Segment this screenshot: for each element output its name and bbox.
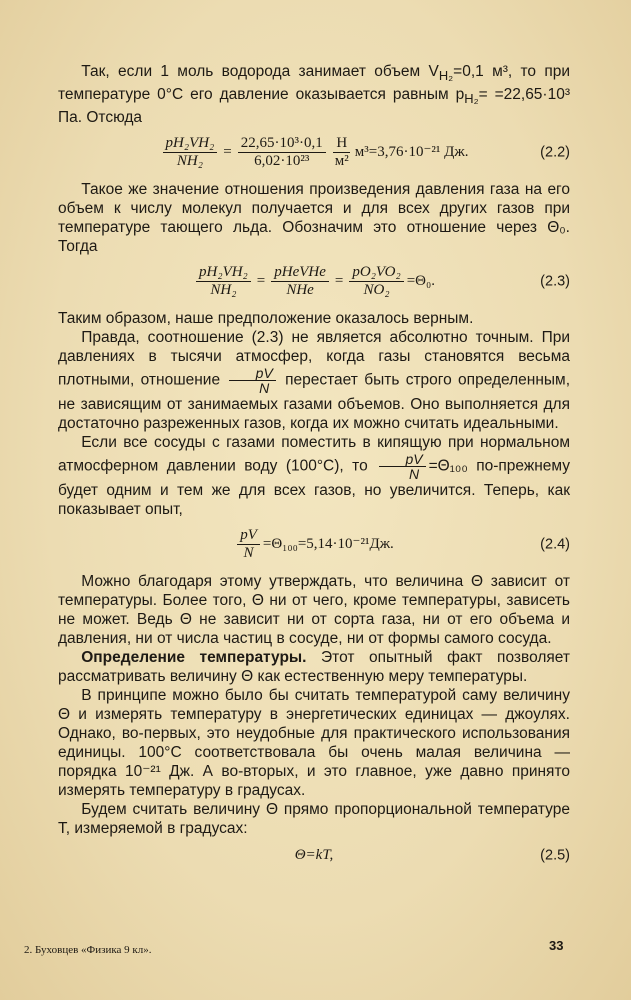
equation-number: (2.2) bbox=[540, 144, 570, 161]
equation-2-5: Θ=kT, (2.5) bbox=[294, 847, 570, 864]
paragraph-3: Таким образом, наше предположение оказалось верным. bbox=[58, 310, 474, 328]
equation-2-4: $\frac{pV}{N}$ =Θ₁₀₀=5,14·10⁻²¹Дж. (2.4) bbox=[58, 527, 570, 562]
fraction: $\frac{\text{pHeVHe}}{\text{NHe}}$ bbox=[271, 264, 329, 299]
section-heading: Определение температуры. bbox=[81, 649, 307, 667]
fraction: $\frac{\text{pH₂VH₂}}{\text{NH₂}}$ bbox=[163, 135, 218, 170]
fraction: $\frac{Н}{\text{м²}}$ bbox=[334, 135, 349, 170]
equation-2-3: $\frac{\text{pH₂VH₂}}{\text{NH₂}}$ = $\frac{\text{pHeVHe}}{\text{NHe}}$ = $\frac{\text{pO₂VO₂}}{\text{NO₂}}$ =Θ₀. (2.3) bbox=[58, 264, 570, 299]
paragraph-6: Можно благодаря этому утверждать, что величина Θ зависит от температуры. Более того, Θ ни от чего, кроме температуры, зависеть не может. Ведь Θ не зависит ни от сорта газа, ни от его объема и давления, ни от числа частиц в сосуде, ни от формы самого сосуда. bbox=[58, 573, 570, 648]
paragraph-2: Такое же значение отношения произведения давления газа на его объем к числу молекул получается и для всех других газов при температуре тающего льда. Обозначим это отношение через Θ₀. Тогда bbox=[58, 181, 570, 256]
paragraph-4: Правда, соотношение (2.3) не является абсолютно точным. При давлениях в тысячи атмосфер, когда газы становятся весьма плотными, отношение $\frac{pV}{N}$ перестает быть строго определенным, не зависящим от занимаемых газами объемов. Оно выполняется для достаточно разреженных газов, когда их можно считать идеальными. bbox=[58, 329, 571, 433]
paragraph-9: Будем считать величину Θ прямо пропорциональной температуре T, измеряемой в градусах: bbox=[58, 801, 570, 838]
equation-number: (2.5) bbox=[540, 847, 570, 864]
footer-signature: 2. Буховцев «Физика 9 кл». bbox=[24, 944, 152, 956]
fraction: $\frac{\text{pH₂VH₂}}{\text{NH₂}}$ bbox=[196, 264, 251, 299]
equation-number: (2.3) bbox=[540, 273, 570, 290]
page-text bbox=[58, 62, 570, 875]
inline-fraction: $\frac{pV}{N}$ bbox=[229, 366, 275, 395]
paragraph-1: Так, если 1 моль водорода занимает объем $V_{H_2}=0,1$ м³, то при температуре 0°С его давление оказывается равным $p_{H_2}= =22,65\cdot 10^3$ Па. Отсюда bbox=[58, 63, 570, 127]
equation-number: (2.4) bbox=[540, 536, 570, 553]
fraction: $\frac{\text{22,65·10³·0,1}}{\text{6,02·10²³}}$ bbox=[238, 135, 326, 170]
page-number: 33 bbox=[549, 938, 564, 953]
fraction: $\frac{\text{pO₂VO₂}}{\text{NO₂}}$ bbox=[349, 264, 403, 299]
paragraph-7: Определение температуры. Этот опытный факт позволяет рассматривать величину Θ как естественную меру температуры. bbox=[58, 649, 570, 686]
paragraph-5: Если все сосуды с газами поместить в кипящую при нормальном атмосферном давлении воду (100°С), то $\frac{pV}{N}$ =Θ₁₀₀ по-прежнему будет одним и тем же для всех газов, но увеличится. Теперь, как показывает опыт, bbox=[58, 434, 571, 519]
inline-fraction: $\frac{pV}{N}$ bbox=[379, 452, 425, 481]
paragraph-8: В принципе можно было бы считать температурой саму величину Θ и измерять температуру в энергетических единицах — джоулях. Однако, во-первых, это неудобные для практического использования единицы. 100°С соответствовала бы очень малая величина — порядка 10⁻²¹ Дж. А во-вторых, и это главное, уже давно принято измерять температуру в градусах. bbox=[58, 687, 570, 800]
equation-2-2: $\frac{\text{pH₂VH₂}}{\text{NH₂}}$ = $\frac{\text{22,65·10³·0,1}}{\text{6,02·10²³}}$ $\frac{Н}{\text{м²}}$ м³ =3,76·10⁻²¹ Дж. (2.2) bbox=[58, 135, 570, 170]
fraction: $\frac{pV}{N}$ bbox=[237, 527, 260, 562]
